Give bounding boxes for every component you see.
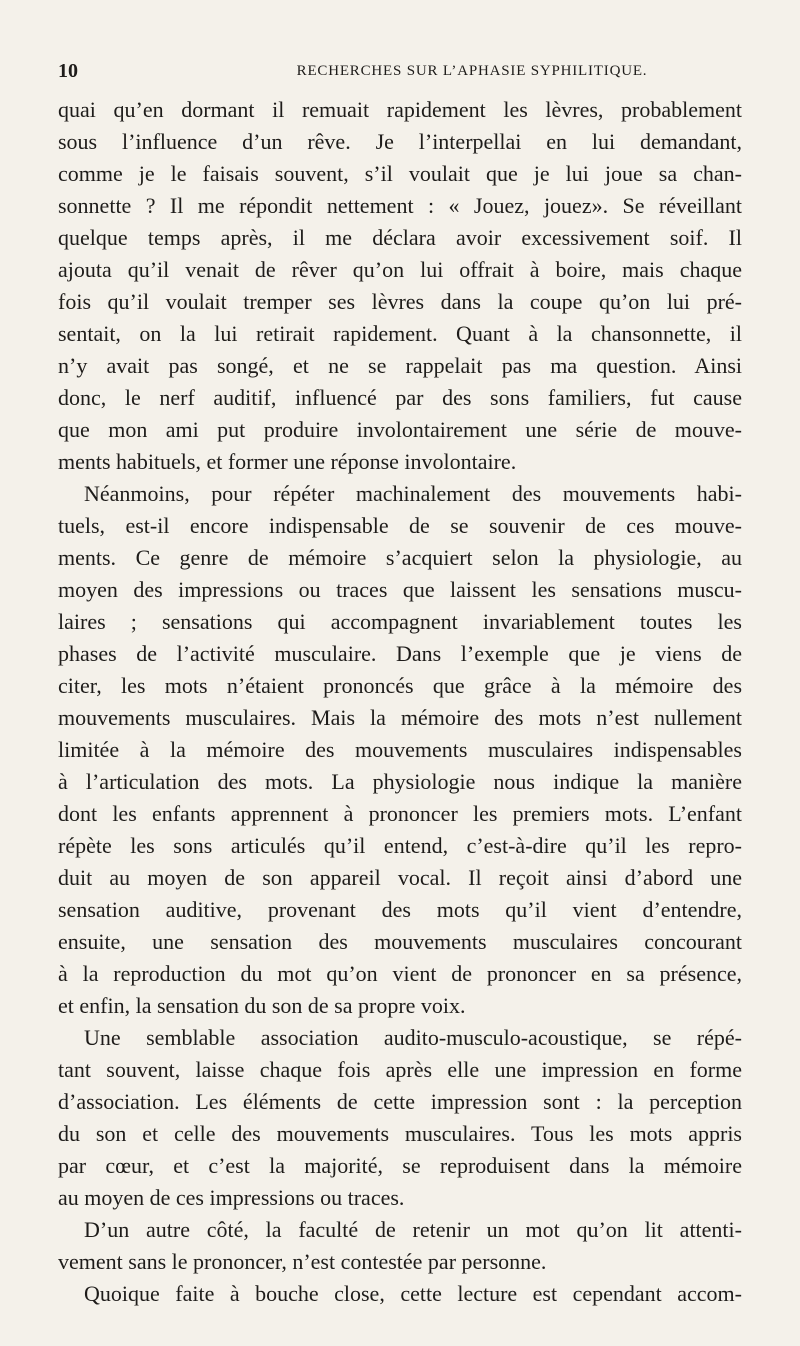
text-line: d’association. Les éléments de cette impression sont : la perception bbox=[58, 1089, 742, 1114]
text-line: du son et celle des mouvements musculaires. Tous les mots appris bbox=[58, 1121, 742, 1146]
text-line: que mon ami put produire involontairement une série de mouve- bbox=[58, 417, 742, 442]
text-line: mouvements musculaires. Mais la mémoire des mots n’est nullement bbox=[58, 705, 742, 730]
text-line: Néanmoins, pour répéter machinalement des mouvements habi- bbox=[84, 481, 742, 506]
text-line: par cœur, et c’est la majorité, se reproduisent dans la mémoire bbox=[58, 1153, 742, 1178]
text-line: Une semblable association audito-musculo-acoustique, se répé- bbox=[84, 1025, 742, 1050]
text-line: répète les sons articulés qu’il entend, c’est-à-dire qu’il les repro- bbox=[58, 833, 742, 858]
text-line: sonnette ? Il me répondit nettement : « Jouez, jouez». Se réveillant bbox=[58, 193, 742, 218]
text-line: n’y avait pas songé, et ne se rappelait pas ma question. Ainsi bbox=[58, 353, 742, 378]
text-line: tant souvent, laisse chaque fois après elle une impression en forme bbox=[58, 1057, 742, 1082]
text-line: au moyen de ces impressions ou traces. bbox=[58, 1185, 405, 1210]
text-line: phases de l’activité musculaire. Dans l’exemple que je viens de bbox=[58, 641, 742, 666]
text-line: ments. Ce genre de mémoire s’acquiert selon la physiologie, au bbox=[58, 545, 742, 570]
text-line: duit au moyen de son appareil vocal. Il reçoit ainsi d’abord une bbox=[58, 865, 742, 890]
text-line: fois qu’il voulait tremper ses lèvres dans la coupe qu’on lui pré- bbox=[58, 289, 742, 314]
running-head bbox=[58, 56, 742, 86]
text-line: limitée à la mémoire des mouvements musculaires indispensables bbox=[58, 737, 742, 762]
text-line: sensation auditive, provenant des mots qu’il vient d’entendre, bbox=[58, 897, 742, 922]
page-number: 10 bbox=[58, 60, 78, 82]
text-line: dont les enfants apprennent à prononcer les premiers mots. L’enfant bbox=[58, 801, 742, 826]
text-line: D’un autre côté, la faculté de retenir un mot qu’on lit attenti- bbox=[84, 1217, 742, 1242]
text-line: tuels, est-il encore indispensable de se souvenir de ces mouve- bbox=[58, 513, 742, 538]
text-line: sous l’influence d’un rêve. Je l’interpellai en lui demandant, bbox=[58, 129, 742, 154]
text-line: quelque temps après, il me déclara avoir excessivement soif. Il bbox=[58, 225, 742, 250]
text-line: sentait, on la lui retirait rapidement. Quant à la chansonnette, il bbox=[58, 321, 742, 346]
text-line: citer, les mots n’étaient prononcés que grâce à la mémoire des bbox=[58, 673, 742, 698]
text-line: à l’articulation des mots. La physiologie nous indique la manière bbox=[58, 769, 742, 794]
text-line: ensuite, une sensation des mouvements musculaires concourant bbox=[58, 929, 742, 954]
text-line: donc, le nerf auditif, influencé par des sons familiers, fut cause bbox=[58, 385, 742, 410]
text-line: quai qu’en dormant il remuait rapidement les lèvres, probablement bbox=[58, 97, 742, 122]
text-line: moyen des impressions ou traces que laissent les sensations muscu- bbox=[58, 577, 742, 602]
text-line: comme je le faisais souvent, s’il voulait que je lui joue sa chan- bbox=[58, 161, 742, 186]
text-line: ajouta qu’il venait de rêver qu’on lui offrait à boire, mais chaque bbox=[58, 257, 742, 282]
text-line: vement sans le prononcer, n’est contestée par personne. bbox=[58, 1249, 547, 1274]
running-title: RECHERCHES SUR L’APHASIE SYPHILITIQUE. bbox=[296, 63, 648, 79]
text-line: Quoique faite à bouche close, cette lecture est cependant accom- bbox=[84, 1281, 742, 1306]
text-line: à la reproduction du mot qu’on vient de prononcer en sa présence, bbox=[58, 961, 742, 986]
text-line: ments habituels, et former une réponse involontaire. bbox=[58, 449, 517, 474]
text-line: et enfin, la sensation du son de sa propre voix. bbox=[58, 993, 466, 1018]
text-line: laires ; sensations qui accompagnent invariablement toutes les bbox=[58, 609, 742, 634]
body-text bbox=[58, 94, 742, 1310]
